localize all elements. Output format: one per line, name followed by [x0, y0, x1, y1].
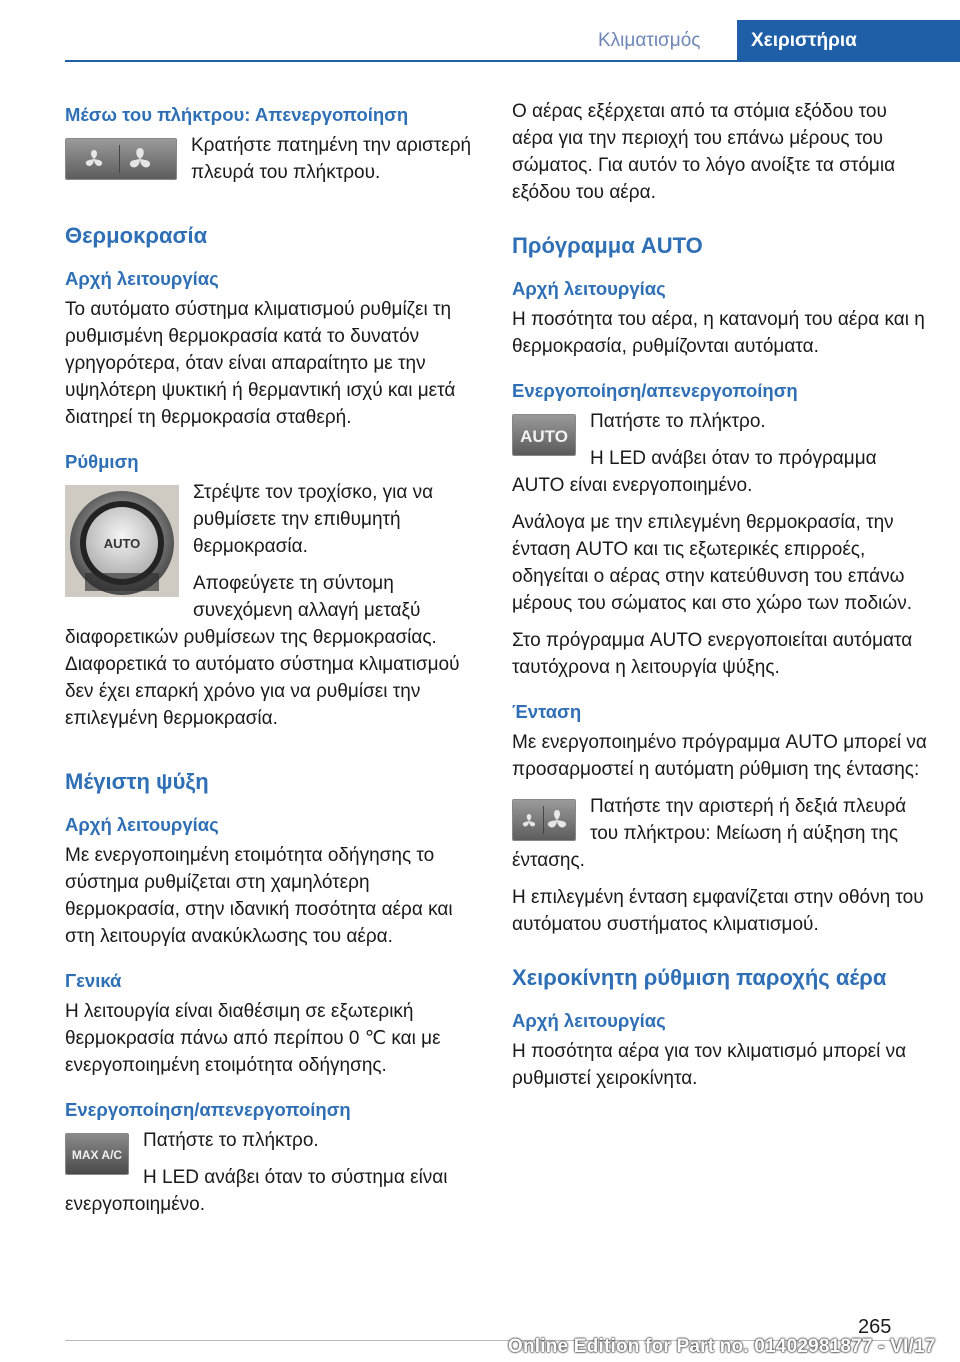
knob-label: AUTO — [103, 536, 141, 551]
header-rule — [65, 60, 737, 62]
temperature-principle-heading: Αρχή λειτουργίας — [65, 268, 219, 289]
intensity-text-3: Η επιλεγμένη ένταση εμφανίζεται στην οθόνη του αυτόματου συστήματος κλιματισμού. — [512, 887, 924, 935]
auto-activation-text-2: Η LED ανάβει όταν το πρόγραμμα AUTO είναι ενεργοποιημένο. — [512, 448, 877, 496]
auto-text-4: Στο πρόγραμμα AUTO ενεργοποιείται αυτόματα ταυτόχρονα η λειτουργία ψύξης. — [512, 630, 913, 678]
intro-heading: Μέσω του πλήκτρου: Απενεργοποίηση — [65, 104, 409, 125]
auto-text-3: Ανάλογα με την επιλεγμένη θερμοκρασία, την ένταση AUTO και τις εξωτερικές επιρροές, οδηγείται ο αέρας στην κατεύθυνση του επάνω μέρους του σώματος και στο χώρο των ποδιών. — [512, 512, 913, 614]
max-principle-text: Με ενεργοποιημένη ετοιμότητα οδήγησης το σύστημα ρυθμίζεται στη χαμηλότερη θερμοκρασία, στην ιδανική ποσότητα αέρα και στη λειτουργία ανακύκλωσης του αέρα. — [65, 845, 453, 947]
intensity-heading: Ένταση — [512, 701, 582, 722]
right-intro-text: Ο αέρας εξέρχεται από τα στόμια εξόδου του αέρα για την περιοχή του επάνω μέρους του σώματος. Για αυτόν το λόγο ανοίξτε τα στόμια εξόδου του αέρα. — [512, 101, 896, 203]
auto-button-icon — [512, 414, 576, 456]
manual-principle-text: Η ποσότητα αέρα για τον κλιματισμό μπορεί να ρυθμιστεί χειροκίνητα. — [512, 1041, 907, 1089]
edition-footer: Online Edition for Part no. 01402981877 - VI/17 — [508, 1336, 936, 1357]
intensity-fan-button-icon — [512, 799, 576, 841]
setting-text-1: Στρέψτε τον τροχίσκο, για να ρυθμίσετε την επιθυμητή θερμοκρασία. — [193, 482, 434, 557]
intensity-text-1: Με ενεργοποιημένο πρόγραμμα AUTO μπορεί να προσαρμοστεί η αυτόματη ρύθμιση της έντασης: — [512, 732, 927, 780]
header-section-title: Κλιματισμός — [598, 30, 701, 51]
auto-principle-text: Η ποσότητα του αέρα, η κατανομή του αέρα και η θερμοκρασία, ρυθμίζονται αυτόματα. — [512, 309, 925, 357]
activation-text-1: Πατήστε το πλήκτρο. — [143, 1130, 319, 1151]
temperature-knob-icon — [65, 485, 179, 597]
max-ac-label: MAX A/C — [71, 1148, 123, 1162]
temperature-title: Θερμοκρασία — [65, 223, 208, 248]
intensity-text-2: Πατήστε την αριστερή ή δεξιά πλευρά του πλήκτρου: Μείωση ή αύξηση της έντασης. — [512, 796, 907, 871]
auto-activation-heading: Ενεργοποίηση/απενεργοποίηση — [512, 380, 798, 401]
page-number: 265 — [858, 1316, 892, 1338]
left-column — [65, 98, 483, 1228]
auto-program-title: Πρόγραμμα AUTO — [512, 233, 703, 258]
max-cooling-title: Μέγιστη ψύξη — [65, 769, 209, 794]
activation-heading: Ενεργοποίηση/απενεργοποίηση — [65, 1099, 351, 1120]
header-chapter-title: Χειριστήρια — [751, 30, 857, 51]
intro-text: Κρατήστε πατημένη την αριστερή πλευρά του πλήκτρου. — [191, 135, 472, 183]
right-column — [512, 98, 932, 1102]
page-header — [0, 0, 960, 62]
auto-principle-heading: Αρχή λειτουργίας — [512, 278, 666, 299]
manual-air-title: Χειροκίνητη ρύθμιση παροχής αέρα — [512, 965, 887, 990]
auto-button-label: AUTO — [520, 427, 568, 446]
manual-principle-heading: Αρχή λειτουργίας — [512, 1010, 666, 1031]
general-heading: Γενικά — [65, 970, 122, 991]
max-ac-button-icon — [65, 1133, 129, 1175]
auto-activation-text-1: Πατήστε το πλήκτρο. — [590, 411, 766, 432]
activation-text-2: Η LED ανάβει όταν το σύστημα είναι ενεργοποιημένο. — [65, 1167, 448, 1215]
setting-heading: Ρύθμιση — [65, 451, 139, 472]
fan-button-icon — [65, 138, 177, 180]
header-chapter-tab — [737, 20, 960, 62]
temperature-principle-text: Το αυτόματο σύστημα κλιματισμού ρυθμίζει τη ρυθμισμένη θερμοκρασία κατά το δυνατόν γρηγορότερα, όταν είναι απαραίτητο με την υψηλότερη ψυκτική ή θερμαντική ισχύ και μετά διατηρεί τη θερμοκρασία σταθερή. — [65, 299, 456, 428]
general-text: Η λειτουργία είναι διαθέσιμη σε εξωτερική θερμοκρασία πάνω από περίπου 0 ℃ και με ενεργοποιημένη ετοιμότητα οδήγησης. — [65, 1001, 441, 1076]
max-principle-heading: Αρχή λειτουργίας — [65, 814, 219, 835]
setting-text-2: Αποφεύγετε τη σύντομη συνεχόμενη αλλαγή μεταξύ διαφορετικών ρυθμίσεων της θερμοκρασίας. Διαφορετικά το αυτόματο σύστημα κλιματισμού δεν έχει επαρκή χρόνο για να ρυθμίσει την επιλεγμένη θερμοκρασία. — [65, 573, 460, 729]
